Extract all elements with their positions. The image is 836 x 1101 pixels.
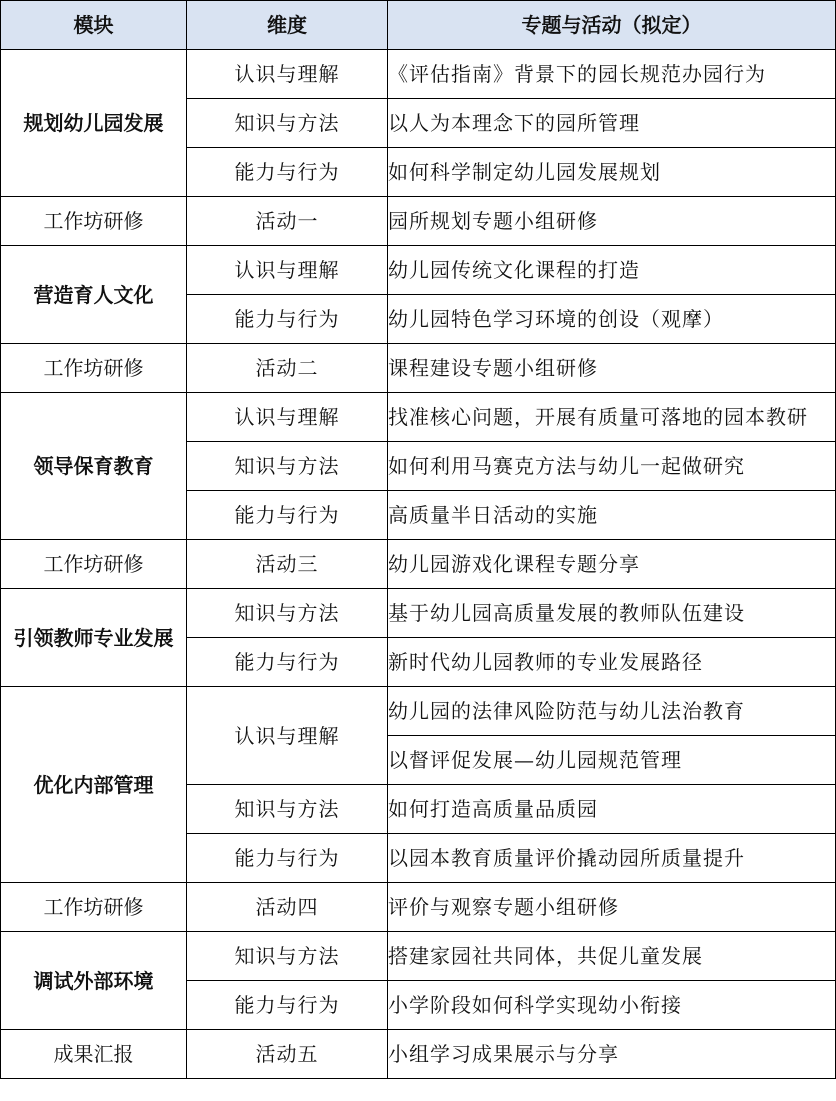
dimension-cell: 认识与理解 [187,246,388,295]
table-row [1,344,836,393]
dimension-cell: 知识与方法 [187,99,388,148]
table-row [1,1030,836,1079]
module-cell: 优化内部管理 [1,687,187,883]
dimension-cell: 活动四 [187,883,388,932]
topic-cell: 高质量半日活动的实施 [388,491,836,540]
dimension-cell: 知识与方法 [187,442,388,491]
topic-cell: 幼儿园传统文化课程的打造 [388,246,836,295]
module-cell: 工作坊研修 [1,344,187,393]
dimension-cell: 能力与行为 [187,148,388,197]
table-row [1,393,836,442]
topic-cell: 搭建家园社共同体，共促儿童发展 [388,932,836,981]
dimension-cell: 知识与方法 [187,589,388,638]
topic-cell: 找准核心问题，开展有质量可落地的园本教研 [388,393,836,442]
topic-cell: 幼儿园游戏化课程专题分享 [388,540,836,589]
table-row [1,932,836,981]
table-row [1,540,836,589]
dimension-cell: 能力与行为 [187,834,388,883]
topic-cell: 新时代幼儿园教师的专业发展路径 [388,638,836,687]
header-row [1,1,836,50]
dimension-cell: 能力与行为 [187,295,388,344]
module-cell: 工作坊研修 [1,883,187,932]
topic-cell: 《评估指南》背景下的园长规范办园行为 [388,50,836,99]
topic-cell: 基于幼儿园高质量发展的教师队伍建设 [388,589,836,638]
table-row [1,246,836,295]
table-row [1,197,836,246]
topic-cell: 评价与观察专题小组研修 [388,883,836,932]
topic-cell: 幼儿园的法律风险防范与幼儿法治教育 [388,687,836,736]
topic-cell: 课程建设专题小组研修 [388,344,836,393]
dimension-cell: 认识与理解 [187,50,388,99]
topic-cell: 以人为本理念下的园所管理 [388,99,836,148]
module-cell: 营造育人文化 [1,246,187,344]
dimension-cell: 活动一 [187,197,388,246]
dimension-cell: 认识与理解 [187,393,388,442]
module-cell: 工作坊研修 [1,197,187,246]
header-topic: 专题与活动（拟定） [388,1,836,50]
header-dimension: 维度 [187,1,388,50]
dimension-cell: 能力与行为 [187,981,388,1030]
dimension-cell: 活动五 [187,1030,388,1079]
table-row [1,687,836,736]
module-cell: 成果汇报 [1,1030,187,1079]
topic-cell: 幼儿园特色学习环境的创设（观摩） [388,295,836,344]
topic-cell: 如何科学制定幼儿园发展规划 [388,148,836,197]
topic-cell: 如何利用马赛克方法与幼儿一起做研究 [388,442,836,491]
topic-cell: 以园本教育质量评价撬动园所质量提升 [388,834,836,883]
header-module: 模块 [1,1,187,50]
module-cell: 引领教师专业发展 [1,589,187,687]
table-row [1,50,836,99]
module-cell: 调试外部环境 [1,932,187,1030]
dimension-cell: 活动二 [187,344,388,393]
table-row [1,589,836,638]
topic-cell: 小学阶段如何科学实现幼小衔接 [388,981,836,1030]
dimension-cell: 认识与理解 [187,687,388,785]
module-cell: 规划幼儿园发展 [1,50,187,197]
topic-cell: 小组学习成果展示与分享 [388,1030,836,1079]
dimension-cell: 能力与行为 [187,491,388,540]
dimension-cell: 知识与方法 [187,932,388,981]
topic-cell: 以督评促发展—幼儿园规范管理 [388,736,836,785]
dimension-cell: 活动三 [187,540,388,589]
dimension-cell: 能力与行为 [187,638,388,687]
module-cell: 领导保育教育 [1,393,187,540]
module-cell: 工作坊研修 [1,540,187,589]
dimension-cell: 知识与方法 [187,785,388,834]
topic-cell: 园所规划专题小组研修 [388,197,836,246]
topic-cell: 如何打造高质量品质园 [388,785,836,834]
table-row [1,883,836,932]
